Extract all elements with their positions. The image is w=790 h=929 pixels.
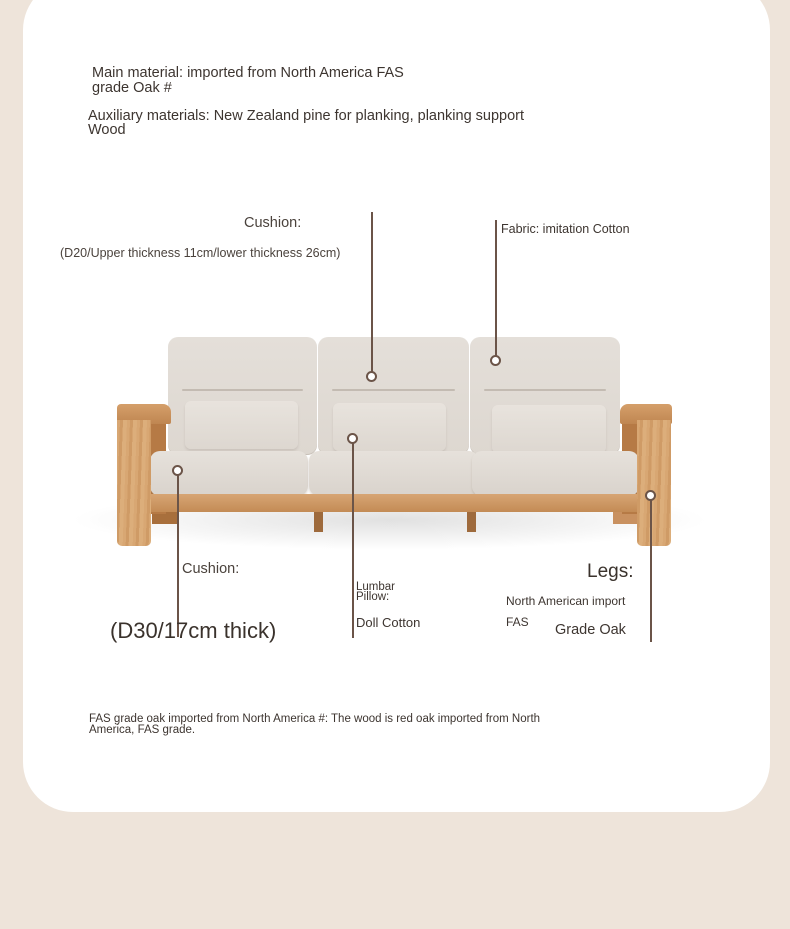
leader-line-seat-cushion <box>177 474 179 637</box>
leader-line-lumbar-pillow <box>352 442 354 638</box>
right-armrest-side <box>637 420 671 546</box>
leader-line-back-cushion <box>371 212 373 374</box>
fabric-label: Fabric: imitation Cotton <box>501 222 630 236</box>
back-cushion-label: Cushion: <box>244 215 302 231</box>
sofa-leg <box>467 512 476 532</box>
legs-label: Legs: <box>587 561 634 582</box>
seat-cushion-label: Cushion: <box>182 561 240 577</box>
seat-cushion-right <box>472 451 639 496</box>
marker-dot-seat-cushion <box>172 465 183 476</box>
main-material-line1: Main material: imported from North America FAS <box>92 65 404 81</box>
sofa-frame-rail <box>150 494 640 512</box>
leader-line-fabric <box>495 220 497 356</box>
seat-cushion-detail: (D30/17cm thick) <box>110 618 277 643</box>
marker-dot-lumbar-pillow <box>347 433 358 444</box>
lumbar-pillow-label <box>356 582 395 602</box>
seat-cushion-middle <box>309 451 479 496</box>
left-armrest-side <box>117 420 151 546</box>
lumbar-pillow-label-line2: Pillow: <box>356 591 390 603</box>
legs-detail-line2: FAS <box>506 615 529 629</box>
cushion-seam <box>182 389 303 391</box>
legs-detail-line3: Grade Oak <box>555 622 626 638</box>
leader-line-legs <box>650 499 652 642</box>
lumbar-pillow-left <box>185 401 298 449</box>
auxiliary-material-line1: Auxiliary materials: New Zealand pine for planking, planking support <box>88 108 525 124</box>
cushion-seam <box>484 389 606 391</box>
sofa-leg <box>314 512 323 532</box>
marker-dot-back-cushion <box>366 371 377 382</box>
marker-dot-fabric <box>490 355 501 366</box>
footnote-text <box>89 714 540 736</box>
legs-detail-line1: North American import <box>506 594 626 608</box>
lumbar-pillow-detail: Doll Cotton <box>356 615 421 630</box>
cushion-seam <box>332 389 455 391</box>
lumbar-pillow-middle <box>333 403 446 451</box>
auxiliary-material-line2: Wood <box>88 122 126 138</box>
footnote-line1: FAS grade oak imported from North America #: The wood is red oak imported from North <box>89 713 541 725</box>
footnote-line2: America, FAS grade. <box>89 724 196 736</box>
lumbar-pillow-right <box>492 405 606 453</box>
main-material-line2: grade Oak # <box>92 80 172 96</box>
back-cushion-detail: (D20/Upper thickness 11cm/lower thickness 26cm) <box>60 246 341 260</box>
marker-dot-legs <box>645 490 656 501</box>
lumbar-pillow-label-line1: Lumbar <box>356 581 395 593</box>
